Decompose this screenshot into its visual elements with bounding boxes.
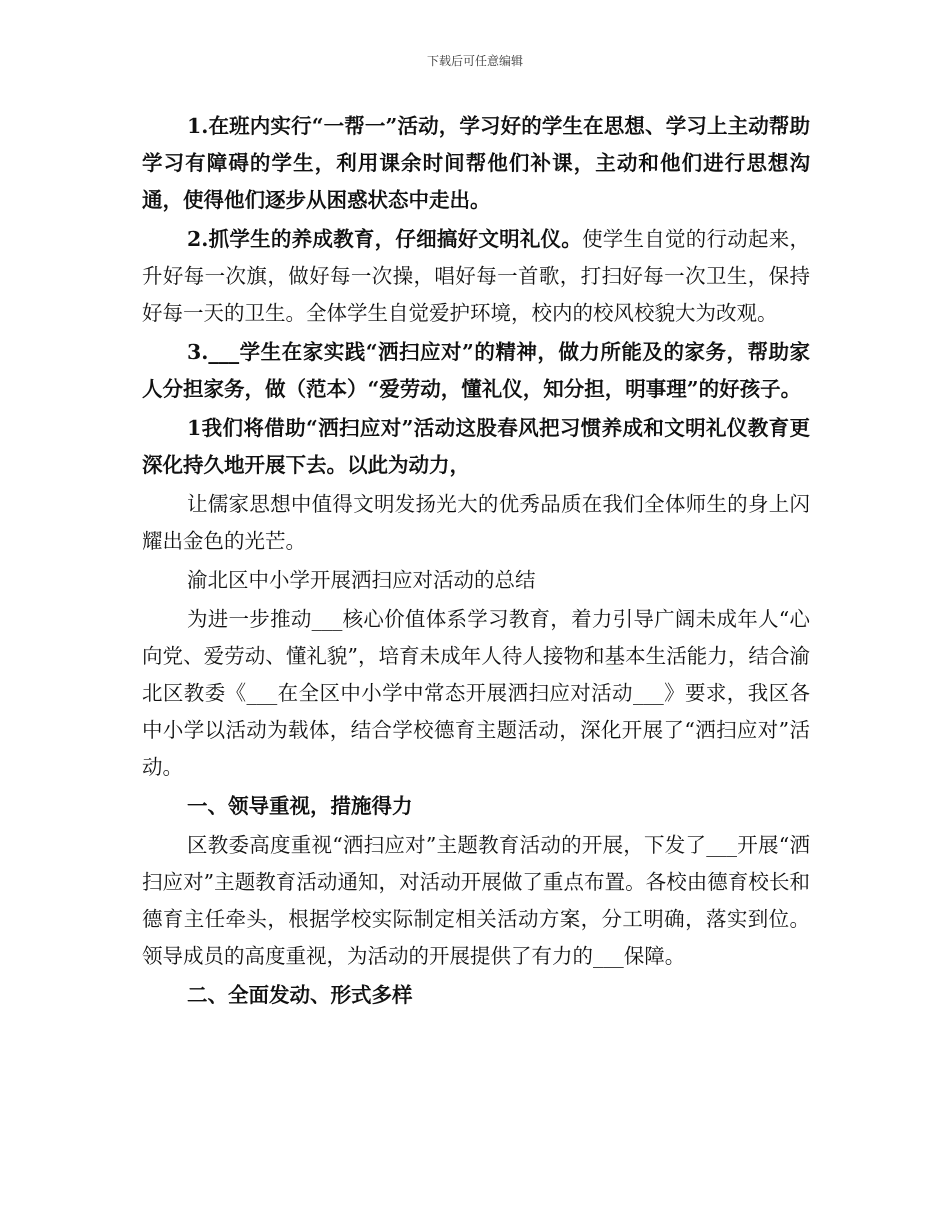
paragraph-4: 1我们将借助“洒扫应对”活动这股春风把习惯养成和文明礼仪教育更深化持久地开展下去。以此为动力， — [142, 416, 810, 477]
paragraph-2-rest: 使学生自觉的行动起来，升好每一次旗，做好每一次操，唱好每一首歌，打扫好每一次卫生，保持好每一天的卫生。全体学生自觉爱护环境，校内的校风校貌大为改观。 — [142, 227, 811, 325]
page-header: 下载后可任意编辑 — [426, 54, 523, 68]
paragraph-intro: 为进一步推动___核心价值体系学习教育，着力引导广阔未成年人“心向党、爱劳动、懂礼貌”，培育未成年人待人接物和基本生活能力，结合渝北区教委《___在全区中小学中常态开展洒扫应对活动___》要求，我区各中小学以活动为载体，结合学校德育主题活动，深化开展了“洒扫应对”活动。 — [142, 607, 810, 779]
paragraph-3: 3.___学生在家实践“洒扫应对”的精神，做力所能及的家务，帮助家人分担家务，做（范本）“爱劳动，懂礼仪，知分担，明事理”的好孩子。 — [142, 340, 810, 401]
paragraph-2 — [142, 221, 810, 332]
section-heading-1: 一、领导重视，措施得力 — [187, 794, 413, 818]
paragraph-1: 1.在班内实行“一帮一”活动，学习好的学生在思想、学习上主动帮助学习有障碍的学生，利用课余时间帮他们补课，主动和他们进行思想沟通，使得他们逐步从困惑状态中走出。 — [142, 114, 810, 212]
paragraph-section-1: 区教委高度重视“洒扫应对”主题教育活动的开展，下发了___开展“洒扫应对”主题教育活动通知，对活动开展做了重点布置。各校由德育校长和德育主任牵头，根据学校实际制定相关活动方案，分工明确，落实到位。领导成员的高度重视，为活动的开展提供了有力的___保障。 — [142, 833, 810, 968]
section-heading-2: 二、全面发动、形式多样 — [187, 983, 413, 1007]
document-title: 渝北区中小学开展洒扫应对活动的总结 — [187, 568, 536, 592]
paragraph-2-lead: 2.抓学生的养成教育，仔细搞好文明礼仪。 — [187, 227, 583, 251]
paragraph-5: 让儒家思想中值得文明发扬光大的优秀品质在我们全体师生的身上闪耀出金色的光芒。 — [142, 492, 810, 553]
document-body — [142, 108, 810, 1016]
